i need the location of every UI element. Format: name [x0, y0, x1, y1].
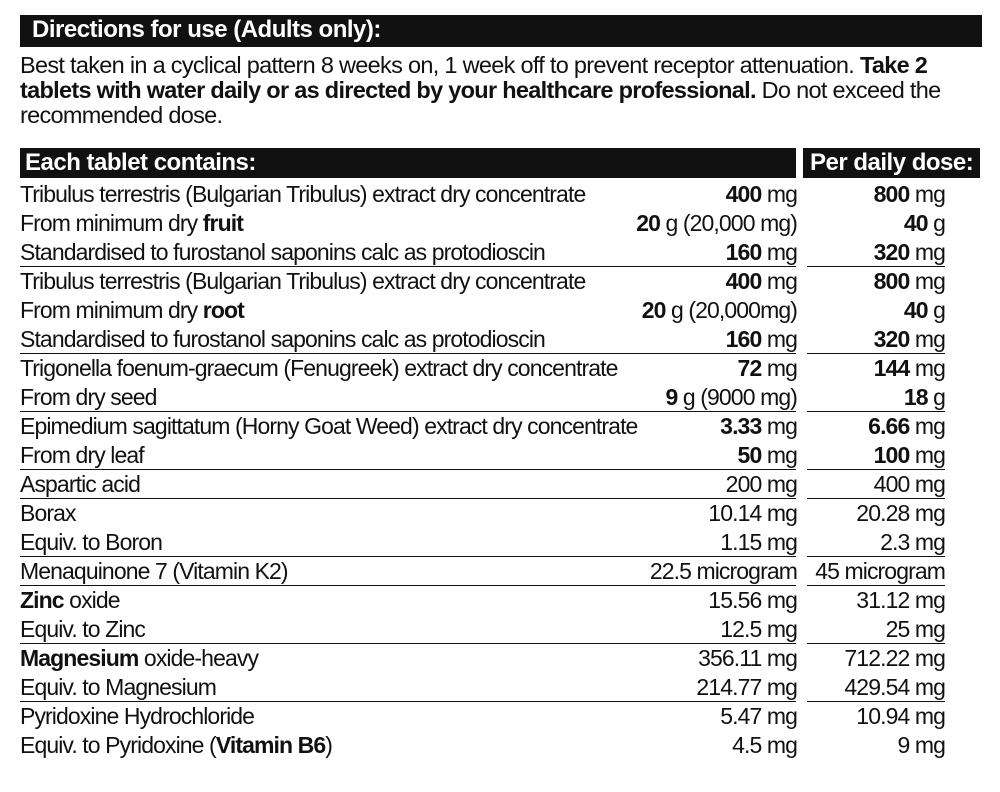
per-daily-amount-unit: 20.28 mg — [856, 500, 945, 526]
per-daily-amount — [874, 238, 945, 267]
per-tablet-amount-bold: 400 — [725, 268, 762, 294]
ingredient-name — [20, 325, 545, 354]
table-row — [20, 441, 980, 470]
per-tablet-amount-bold: 9 — [665, 384, 678, 410]
per-tablet-amount-unit: 15.56 mg — [708, 587, 797, 613]
ingredient-name — [20, 267, 585, 296]
ingredient-name — [20, 557, 288, 586]
ingredient-name-text: Borax — [20, 500, 76, 526]
ingredient-name-text: Tribulus terrestris (Bulgarian Tribulus) extract dry concentrate — [20, 181, 586, 207]
per-tablet-amount — [636, 209, 797, 238]
per-tablet-amount — [732, 731, 797, 760]
table-row — [20, 673, 980, 702]
ingredients-table — [20, 180, 980, 760]
per-tablet-amount — [698, 644, 797, 673]
per-daily-dose-header: Per daily dose: — [803, 148, 980, 178]
per-tablet-amount — [642, 296, 797, 325]
table-row — [20, 731, 980, 760]
ingredient-name-text: Equiv. to Magnesium — [20, 674, 216, 700]
ingredient-name-text: Standardised to furostanol saponins calc as protodioscin — [20, 239, 545, 265]
ingredient-name-bold: root — [202, 297, 244, 323]
per-tablet-amount — [738, 441, 797, 470]
per-daily-amount-unit: g — [927, 384, 945, 410]
per-tablet-amount — [720, 702, 797, 731]
per-tablet-amount-unit: 5.47 mg — [720, 703, 797, 729]
per-tablet-amount — [738, 354, 797, 383]
ingredient-name — [20, 412, 637, 441]
per-tablet-amount-unit: mg — [761, 239, 797, 265]
per-tablet-amount-unit: 22.5 microgram — [649, 558, 797, 584]
ingredient-name — [20, 470, 140, 499]
ingredient-name — [20, 586, 120, 615]
per-daily-amount-unit: 429.54 mg — [844, 674, 945, 700]
per-daily-amount-unit: 9 mg — [897, 732, 945, 758]
per-daily-amount-unit: 712.22 mg — [844, 645, 945, 671]
per-daily-amount-bold: 144 — [873, 355, 910, 381]
per-daily-amount — [874, 470, 945, 499]
per-daily-amount — [880, 528, 945, 557]
ingredient-name-text: From dry leaf — [20, 442, 144, 468]
ingredient-name — [20, 528, 162, 557]
per-daily-amount — [868, 412, 945, 441]
ingredient-name — [20, 702, 254, 731]
ingredient-name-suffix: oxide-heavy — [138, 645, 259, 671]
ingredient-name-bold: Zinc — [20, 587, 64, 613]
per-tablet-amount-bold: 160 — [725, 326, 762, 352]
table-row — [20, 238, 980, 267]
per-daily-amount-unit: mg — [909, 268, 945, 294]
per-tablet-amount — [708, 586, 797, 615]
ingredient-name-text: From dry seed — [20, 384, 157, 410]
per-tablet-amount — [696, 673, 797, 702]
ingredient-name — [20, 296, 244, 325]
per-daily-amount-unit: mg — [909, 355, 945, 381]
per-tablet-amount-unit: mg — [761, 355, 797, 381]
per-daily-amount-bold: 800 — [873, 181, 910, 207]
table-row — [20, 470, 980, 499]
ingredient-name — [20, 644, 258, 673]
per-daily-amount — [874, 441, 945, 470]
per-daily-amount-unit: mg — [909, 239, 945, 265]
per-tablet-amount-bold: 400 — [725, 181, 762, 207]
per-daily-amount-bold: 40 — [903, 297, 928, 323]
directions-text — [20, 53, 985, 128]
per-daily-amount-bold: 40 — [903, 210, 928, 236]
per-tablet-amount-unit: 10.14 mg — [708, 500, 797, 526]
per-tablet-amount — [726, 238, 797, 267]
table-row — [20, 296, 980, 325]
per-tablet-amount-unit: g (20,000mg) — [665, 297, 797, 323]
table-row — [20, 615, 980, 644]
ingredient-name-suffix: ) — [325, 732, 333, 758]
ingredient-name — [20, 383, 157, 412]
directions-text-bold: Take 2 tablets with water daily or as directed by your healthcare professional. — [20, 52, 928, 103]
directions-heading: Directions for use (Adults only): — [20, 15, 982, 47]
per-tablet-amount-bold: 20 — [641, 297, 666, 323]
per-tablet-amount-unit: mg — [761, 442, 797, 468]
ingredient-name-text: From minimum dry — [20, 297, 203, 323]
per-tablet-amount-bold: 3.33 — [720, 413, 762, 439]
ingredient-name — [20, 673, 216, 702]
per-tablet-amount-unit: mg — [761, 181, 797, 207]
ingredient-name — [20, 354, 618, 383]
per-daily-amount — [886, 615, 945, 644]
ingredient-name-text: Equiv. to Zinc — [20, 616, 146, 642]
ingredient-name-text: Menaquinone 7 (Vitamin K2) — [20, 558, 288, 584]
per-daily-amount-unit: 10.94 mg — [856, 703, 945, 729]
per-daily-amount — [904, 209, 945, 238]
per-daily-amount-unit: g — [927, 210, 945, 236]
per-daily-amount-bold: 800 — [873, 268, 910, 294]
ingredient-name-text: From minimum dry — [20, 210, 203, 236]
per-daily-amount — [844, 644, 945, 673]
per-daily-amount — [874, 180, 945, 209]
each-tablet-header: Each tablet contains: — [20, 148, 796, 178]
ingredient-name-text: Aspartic acid — [20, 471, 140, 497]
per-daily-amount — [856, 702, 945, 731]
per-tablet-amount-unit: 4.5 mg — [732, 732, 797, 758]
per-daily-amount — [874, 354, 945, 383]
per-tablet-amount — [726, 267, 797, 296]
per-daily-amount-unit: mg — [909, 442, 945, 468]
per-daily-amount — [815, 557, 945, 586]
per-tablet-amount-unit: mg — [761, 268, 797, 294]
per-daily-amount-unit: 31.12 mg — [856, 587, 945, 613]
per-tablet-amount-unit: mg — [761, 413, 797, 439]
ingredient-name — [20, 615, 145, 644]
per-daily-amount — [897, 731, 945, 760]
per-daily-amount-unit: mg — [909, 326, 945, 352]
per-tablet-amount — [720, 412, 797, 441]
per-daily-amount-unit: mg — [909, 413, 945, 439]
per-daily-amount — [856, 586, 945, 615]
ingredient-name-text: Tribulus terrestris (Bulgarian Tribulus) extract dry concentrate — [20, 268, 586, 294]
table-row — [20, 412, 980, 441]
per-tablet-amount — [726, 180, 797, 209]
ingredient-name-text: Standardised to furostanol saponins calc as protodioscin — [20, 326, 545, 352]
ingredient-name-text: Epimedium sagittatum (Horny Goat Weed) extract dry concentrate — [20, 413, 638, 439]
per-tablet-amount — [665, 383, 797, 412]
per-tablet-amount-unit: 356.11 mg — [698, 645, 797, 671]
per-daily-amount-bold: 100 — [873, 442, 910, 468]
per-tablet-amount-bold: 20 — [636, 210, 661, 236]
per-tablet-amount-unit: mg — [761, 326, 797, 352]
per-tablet-amount-unit: g (9000 mg) — [677, 384, 797, 410]
ingredient-name-text: Equiv. to Pyridoxine ( — [20, 732, 216, 758]
per-daily-amount-bold: 320 — [873, 239, 910, 265]
per-tablet-amount — [720, 615, 797, 644]
per-tablet-amount-bold: 50 — [737, 442, 762, 468]
table-row — [20, 499, 980, 528]
per-daily-amount-bold: 6.66 — [868, 413, 910, 439]
per-tablet-amount — [720, 528, 797, 557]
ingredient-name-suffix: oxide — [63, 587, 120, 613]
ingredient-name-text: Trigonella foenum-graecum (Fenugreek) extract dry concentrate — [20, 355, 618, 381]
per-daily-amount-bold: 320 — [873, 326, 910, 352]
per-tablet-amount — [650, 557, 797, 586]
per-daily-amount-unit: 25 mg — [885, 616, 945, 642]
ingredient-name — [20, 731, 332, 760]
per-tablet-amount — [708, 499, 797, 528]
ingredient-name — [20, 238, 545, 267]
table-row — [20, 325, 980, 354]
per-tablet-amount-unit: 12.5 mg — [720, 616, 797, 642]
directions-text-part1: Best taken in a cyclical pattern 8 weeks on, 1 week off to prevent receptor attenuation. — [20, 52, 860, 78]
ingredient-name-bold: Magnesium — [20, 645, 139, 671]
directions-text-part2: Do not exceed the recommended dose. — [20, 77, 941, 128]
table-row — [20, 383, 980, 412]
table-row — [20, 209, 980, 238]
table-row — [20, 528, 980, 557]
ingredient-name-text: Equiv. to Boron — [20, 529, 163, 555]
table-row — [20, 180, 980, 209]
ingredient-name-bold: Vitamin B6 — [215, 732, 326, 758]
table-row — [20, 644, 980, 673]
table-row — [20, 586, 980, 615]
ingredient-name — [20, 180, 585, 209]
per-tablet-amount-unit: g (20,000 mg) — [660, 210, 797, 236]
per-tablet-amount-bold: 160 — [725, 239, 762, 265]
table-row — [20, 267, 980, 296]
per-tablet-amount — [726, 470, 797, 499]
per-daily-amount — [904, 383, 945, 412]
per-daily-amount — [874, 325, 945, 354]
ingredient-name — [20, 209, 243, 238]
ingredient-name-bold: fruit — [202, 210, 243, 236]
ingredient-name-text: Pyridoxine Hydrochloride — [20, 703, 255, 729]
per-tablet-amount-bold: 72 — [737, 355, 762, 381]
per-daily-amount — [904, 296, 945, 325]
table-row — [20, 702, 980, 731]
per-tablet-amount — [726, 325, 797, 354]
table-row — [20, 354, 980, 383]
per-daily-amount-unit: 2.3 mg — [880, 529, 945, 555]
table-row — [20, 557, 980, 586]
per-tablet-amount-unit: 200 mg — [725, 471, 797, 497]
per-tablet-amount-unit: 1.15 mg — [720, 529, 797, 555]
per-daily-amount — [844, 673, 945, 702]
per-daily-amount-unit: g — [927, 297, 945, 323]
ingredient-name — [20, 441, 144, 470]
per-daily-amount — [874, 267, 945, 296]
ingredient-name — [20, 499, 76, 528]
per-daily-amount-bold: 18 — [903, 384, 928, 410]
per-tablet-amount-unit: 214.77 mg — [696, 674, 797, 700]
per-daily-amount-unit: 400 mg — [873, 471, 945, 497]
per-daily-amount-unit: 45 microgram — [815, 558, 945, 584]
per-daily-amount — [856, 499, 945, 528]
per-daily-amount-unit: mg — [909, 181, 945, 207]
